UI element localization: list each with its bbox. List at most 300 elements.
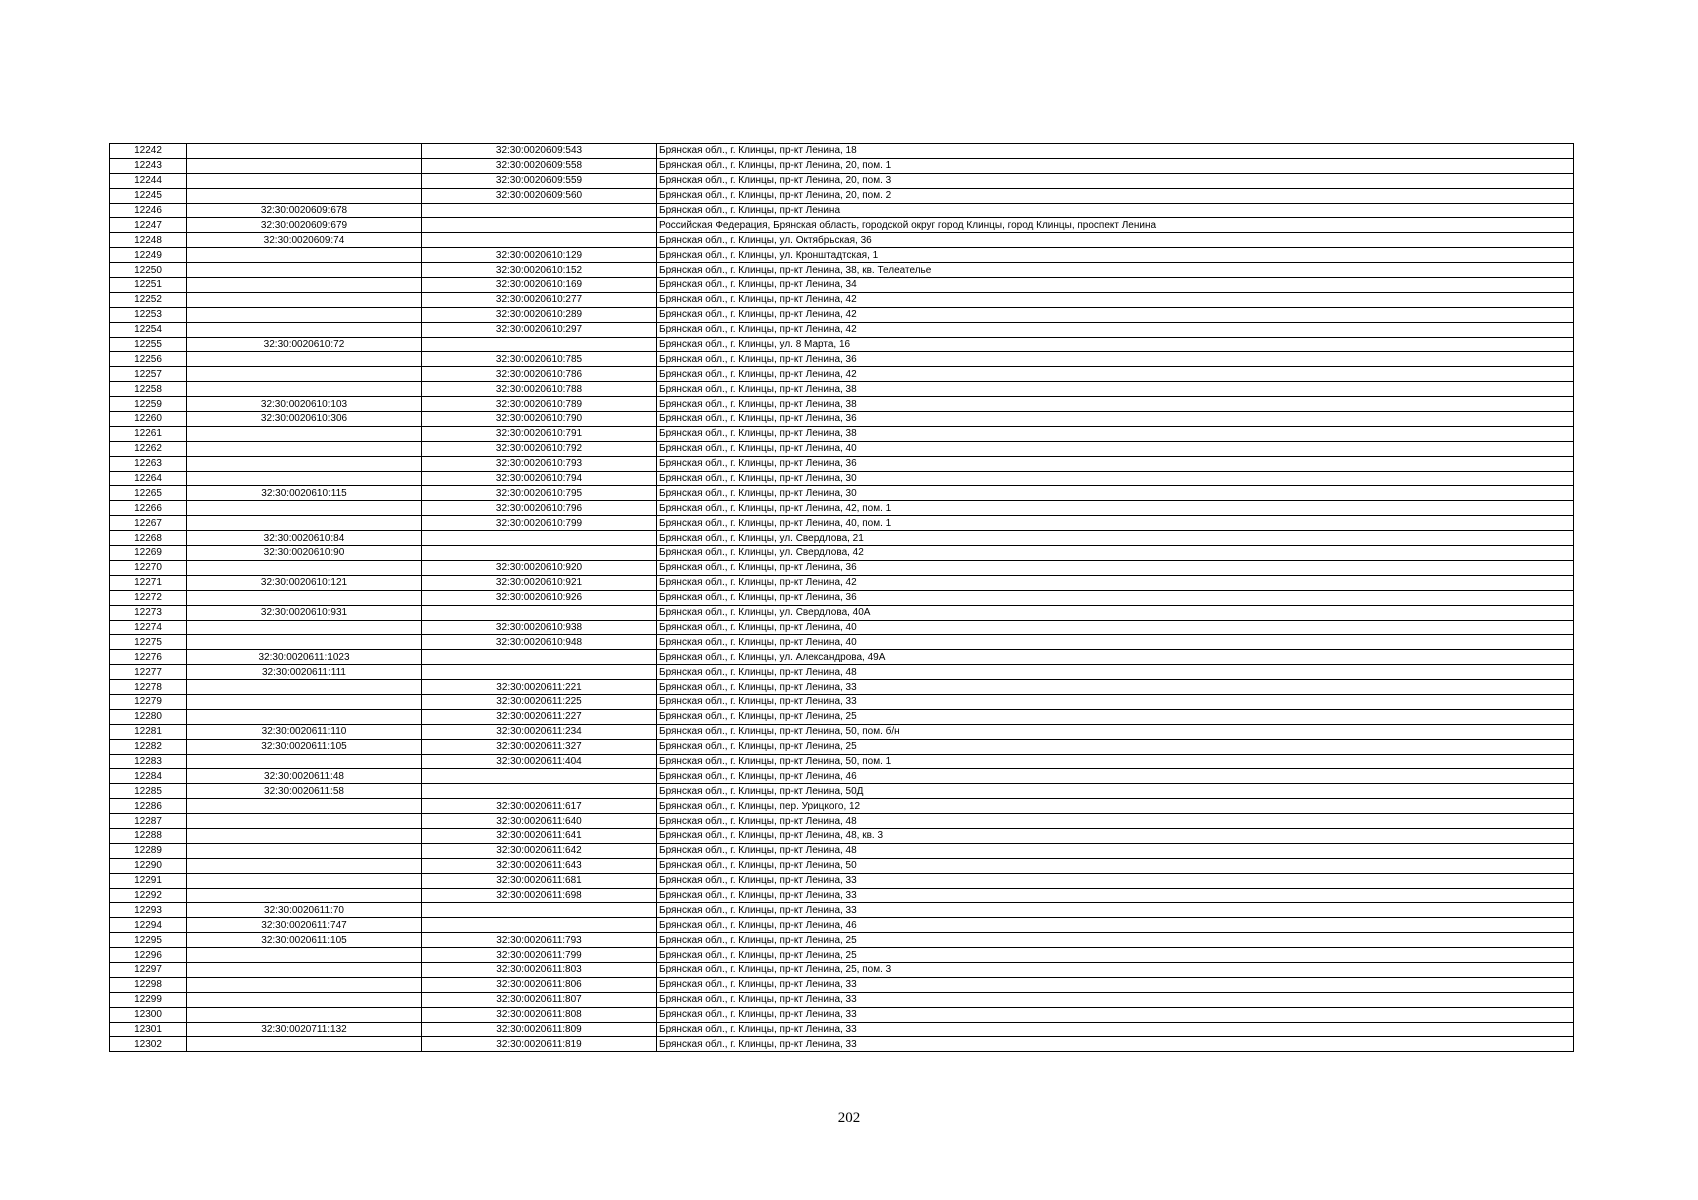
table-row bbox=[110, 367, 1574, 382]
address-cell: Брянская обл., г. Клинцы, пр-кт Ленина, 46 bbox=[657, 769, 1574, 784]
row-number-cell: 12298 bbox=[110, 977, 187, 992]
building-cadastral-number-cell: 32:30:0020610:796 bbox=[422, 501, 657, 516]
row-number-cell: 12295 bbox=[110, 933, 187, 948]
land-plot-cadastral-number-cell: 32:30:0020609:679 bbox=[187, 218, 422, 233]
row-number-cell: 12243 bbox=[110, 158, 187, 173]
land-plot-cadastral-number-cell bbox=[187, 441, 422, 456]
land-plot-cadastral-number-cell bbox=[187, 426, 422, 441]
address-cell: Брянская обл., г. Клинцы, пр-кт Ленина, 48 bbox=[657, 843, 1574, 858]
table-row bbox=[110, 754, 1574, 769]
land-plot-cadastral-number-cell: 32:30:0020611:111 bbox=[187, 665, 422, 680]
row-number-cell: 12250 bbox=[110, 263, 187, 278]
table-row bbox=[110, 546, 1574, 561]
address-cell: Брянская обл., г. Клинцы, пр-кт Ленина, 40 bbox=[657, 635, 1574, 650]
address-cell: Брянская обл., г. Клинцы, пр-кт Ленина, 50Д bbox=[657, 784, 1574, 799]
address-cell: Брянская обл., г. Клинцы, пр-кт Ленина, 46 bbox=[657, 918, 1574, 933]
table-row bbox=[110, 694, 1574, 709]
address-cell: Брянская обл., г. Клинцы, ул. Кронштадтская, 1 bbox=[657, 248, 1574, 263]
address-cell: Брянская обл., г. Клинцы, пр-кт Ленина, 36 bbox=[657, 412, 1574, 427]
row-number-cell: 12277 bbox=[110, 665, 187, 680]
address-cell: Российская Федерация, Брянская область, городской округ город Клинцы, город Клинцы, проспект Ленина bbox=[657, 218, 1574, 233]
address-cell: Брянская обл., г. Клинцы, пр-кт Ленина, 33 bbox=[657, 903, 1574, 918]
building-cadastral-number-cell bbox=[422, 903, 657, 918]
table-row bbox=[110, 233, 1574, 248]
address-cell: Брянская обл., г. Клинцы, пр-кт Ленина bbox=[657, 203, 1574, 218]
building-cadastral-number-cell: 32:30:0020610:920 bbox=[422, 560, 657, 575]
address-cell: Брянская обл., г. Клинцы, пр-кт Ленина, 33 bbox=[657, 1007, 1574, 1022]
table-row bbox=[110, 560, 1574, 575]
land-plot-cadastral-number-cell bbox=[187, 352, 422, 367]
land-plot-cadastral-number-cell: 32:30:0020611:105 bbox=[187, 739, 422, 754]
building-cadastral-number-cell: 32:30:0020611:617 bbox=[422, 799, 657, 814]
building-cadastral-number-cell: 32:30:0020610:789 bbox=[422, 397, 657, 412]
building-cadastral-number-cell bbox=[422, 203, 657, 218]
address-cell: Брянская обл., г. Клинцы, пр-кт Ленина, 20, пом. 2 bbox=[657, 188, 1574, 203]
row-number-cell: 12292 bbox=[110, 888, 187, 903]
land-plot-cadastral-number-cell bbox=[187, 590, 422, 605]
address-cell: Брянская обл., г. Клинцы, пр-кт Ленина, 33 bbox=[657, 977, 1574, 992]
row-number-cell: 12279 bbox=[110, 694, 187, 709]
row-number-cell: 12246 bbox=[110, 203, 187, 218]
land-plot-cadastral-number-cell bbox=[187, 858, 422, 873]
building-cadastral-number-cell bbox=[422, 605, 657, 620]
address-cell: Брянская обл., г. Клинцы, ул. Октябрьская, 36 bbox=[657, 233, 1574, 248]
building-cadastral-number-cell: 32:30:0020610:948 bbox=[422, 635, 657, 650]
table-row bbox=[110, 799, 1574, 814]
building-cadastral-number-cell: 32:30:0020610:297 bbox=[422, 322, 657, 337]
table-row bbox=[110, 784, 1574, 799]
address-cell: Брянская обл., г. Клинцы, пр-кт Ленина, 42, пом. 1 bbox=[657, 501, 1574, 516]
building-cadastral-number-cell bbox=[422, 218, 657, 233]
address-cell: Брянская обл., г. Клинцы, пр-кт Ленина, 38 bbox=[657, 397, 1574, 412]
land-plot-cadastral-number-cell bbox=[187, 799, 422, 814]
row-number-cell: 12294 bbox=[110, 918, 187, 933]
address-cell: Брянская обл., г. Клинцы, пр-кт Ленина, 36 bbox=[657, 560, 1574, 575]
row-number-cell: 12271 bbox=[110, 575, 187, 590]
land-plot-cadastral-number-cell bbox=[187, 1037, 422, 1052]
table-row bbox=[110, 218, 1574, 233]
building-cadastral-number-cell: 32:30:0020609:560 bbox=[422, 188, 657, 203]
land-plot-cadastral-number-cell bbox=[187, 754, 422, 769]
land-plot-cadastral-number-cell bbox=[187, 962, 422, 977]
land-plot-cadastral-number-cell bbox=[187, 501, 422, 516]
table-row bbox=[110, 322, 1574, 337]
address-cell: Брянская обл., г. Клинцы, пр-кт Ленина, 50, пом. б/н bbox=[657, 724, 1574, 739]
land-plot-cadastral-number-cell bbox=[187, 456, 422, 471]
address-cell: Брянская обл., г. Клинцы, пр-кт Ленина, 33 bbox=[657, 992, 1574, 1007]
land-plot-cadastral-number-cell bbox=[187, 382, 422, 397]
row-number-cell: 12274 bbox=[110, 620, 187, 635]
land-plot-cadastral-number-cell bbox=[187, 322, 422, 337]
address-cell: Брянская обл., г. Клинцы, пр-кт Ленина, 33 bbox=[657, 888, 1574, 903]
row-number-cell: 12280 bbox=[110, 709, 187, 724]
address-cell: Брянская обл., г. Клинцы, пр-кт Ленина, 42 bbox=[657, 575, 1574, 590]
table-row bbox=[110, 158, 1574, 173]
land-plot-cadastral-number-cell bbox=[187, 173, 422, 188]
land-plot-cadastral-number-cell: 32:30:0020610:121 bbox=[187, 575, 422, 590]
row-number-cell: 12263 bbox=[110, 456, 187, 471]
land-plot-cadastral-number-cell bbox=[187, 263, 422, 278]
building-cadastral-number-cell bbox=[422, 784, 657, 799]
table-row bbox=[110, 188, 1574, 203]
address-cell: Брянская обл., г. Клинцы, пр-кт Ленина, 36 bbox=[657, 456, 1574, 471]
building-cadastral-number-cell: 32:30:0020610:794 bbox=[422, 471, 657, 486]
table-row bbox=[110, 337, 1574, 352]
table-row bbox=[110, 278, 1574, 293]
row-number-cell: 12299 bbox=[110, 992, 187, 1007]
land-plot-cadastral-number-cell: 32:30:0020609:74 bbox=[187, 233, 422, 248]
table-row bbox=[110, 1022, 1574, 1037]
land-plot-cadastral-number-cell bbox=[187, 873, 422, 888]
address-cell: Брянская обл., г. Клинцы, пр-кт Ленина, 20, пом. 3 bbox=[657, 173, 1574, 188]
row-number-cell: 12272 bbox=[110, 590, 187, 605]
land-plot-cadastral-number-cell bbox=[187, 843, 422, 858]
registry-table bbox=[109, 143, 1574, 1052]
table-row bbox=[110, 709, 1574, 724]
address-cell: Брянская обл., г. Клинцы, пр-кт Ленина, 50, пом. 1 bbox=[657, 754, 1574, 769]
land-plot-cadastral-number-cell: 32:30:0020610:306 bbox=[187, 412, 422, 427]
building-cadastral-number-cell: 32:30:0020611:642 bbox=[422, 843, 657, 858]
table-row bbox=[110, 203, 1574, 218]
row-number-cell: 12266 bbox=[110, 501, 187, 516]
building-cadastral-number-cell bbox=[422, 531, 657, 546]
land-plot-cadastral-number-cell bbox=[187, 620, 422, 635]
row-number-cell: 12293 bbox=[110, 903, 187, 918]
row-number-cell: 12284 bbox=[110, 769, 187, 784]
row-number-cell: 12283 bbox=[110, 754, 187, 769]
address-cell: Брянская обл., г. Клинцы, ул. Александрова, 49А bbox=[657, 650, 1574, 665]
land-plot-cadastral-number-cell bbox=[187, 1007, 422, 1022]
building-cadastral-number-cell: 32:30:0020609:558 bbox=[422, 158, 657, 173]
table-row bbox=[110, 814, 1574, 829]
address-cell: Брянская обл., г. Клинцы, пер. Урицкого, 12 bbox=[657, 799, 1574, 814]
table-row bbox=[110, 918, 1574, 933]
building-cadastral-number-cell: 32:30:0020610:938 bbox=[422, 620, 657, 635]
land-plot-cadastral-number-cell: 32:30:0020611:110 bbox=[187, 724, 422, 739]
table-row bbox=[110, 650, 1574, 665]
building-cadastral-number-cell: 32:30:0020611:806 bbox=[422, 977, 657, 992]
row-number-cell: 12249 bbox=[110, 248, 187, 263]
building-cadastral-number-cell: 32:30:0020611:225 bbox=[422, 694, 657, 709]
land-plot-cadastral-number-cell bbox=[187, 144, 422, 159]
land-plot-cadastral-number-cell: 32:30:0020611:1023 bbox=[187, 650, 422, 665]
table-row bbox=[110, 1007, 1574, 1022]
building-cadastral-number-cell bbox=[422, 650, 657, 665]
address-cell: Брянская обл., г. Клинцы, пр-кт Ленина, 25 bbox=[657, 739, 1574, 754]
land-plot-cadastral-number-cell: 32:30:0020610:931 bbox=[187, 605, 422, 620]
table-row bbox=[110, 828, 1574, 843]
land-plot-cadastral-number-cell bbox=[187, 292, 422, 307]
table-row bbox=[110, 456, 1574, 471]
land-plot-cadastral-number-cell: 32:30:0020610:72 bbox=[187, 337, 422, 352]
row-number-cell: 12251 bbox=[110, 278, 187, 293]
land-plot-cadastral-number-cell bbox=[187, 888, 422, 903]
row-number-cell: 12287 bbox=[110, 814, 187, 829]
row-number-cell: 12260 bbox=[110, 412, 187, 427]
table-row bbox=[110, 903, 1574, 918]
land-plot-cadastral-number-cell bbox=[187, 694, 422, 709]
address-cell: Брянская обл., г. Клинцы, пр-кт Ленина, 33 bbox=[657, 1037, 1574, 1052]
address-cell: Брянская обл., г. Клинцы, пр-кт Ленина, 33 bbox=[657, 1022, 1574, 1037]
table-row bbox=[110, 635, 1574, 650]
table-row bbox=[110, 962, 1574, 977]
building-cadastral-number-cell: 32:30:0020611:803 bbox=[422, 962, 657, 977]
registry-table-body bbox=[110, 144, 1574, 1052]
building-cadastral-number-cell: 32:30:0020611:227 bbox=[422, 709, 657, 724]
land-plot-cadastral-number-cell: 32:30:0020611:58 bbox=[187, 784, 422, 799]
building-cadastral-number-cell: 32:30:0020610:277 bbox=[422, 292, 657, 307]
table-row bbox=[110, 605, 1574, 620]
table-row bbox=[110, 933, 1574, 948]
row-number-cell: 12302 bbox=[110, 1037, 187, 1052]
table-row bbox=[110, 858, 1574, 873]
table-row bbox=[110, 977, 1574, 992]
land-plot-cadastral-number-cell bbox=[187, 158, 422, 173]
address-cell: Брянская обл., г. Клинцы, пр-кт Ленина, 18 bbox=[657, 144, 1574, 159]
land-plot-cadastral-number-cell: 32:30:0020609:678 bbox=[187, 203, 422, 218]
land-plot-cadastral-number-cell: 32:30:0020610:90 bbox=[187, 546, 422, 561]
address-cell: Брянская обл., г. Клинцы, пр-кт Ленина, 48 bbox=[657, 814, 1574, 829]
building-cadastral-number-cell: 32:30:0020610:793 bbox=[422, 456, 657, 471]
building-cadastral-number-cell: 32:30:0020610:785 bbox=[422, 352, 657, 367]
table-row bbox=[110, 263, 1574, 278]
row-number-cell: 12270 bbox=[110, 560, 187, 575]
table-row bbox=[110, 173, 1574, 188]
table-row bbox=[110, 531, 1574, 546]
building-cadastral-number-cell: 32:30:0020611:404 bbox=[422, 754, 657, 769]
land-plot-cadastral-number-cell bbox=[187, 948, 422, 963]
building-cadastral-number-cell: 32:30:0020611:641 bbox=[422, 828, 657, 843]
table-row bbox=[110, 590, 1574, 605]
row-number-cell: 12247 bbox=[110, 218, 187, 233]
address-cell: Брянская обл., г. Клинцы, пр-кт Ленина, 25 bbox=[657, 933, 1574, 948]
row-number-cell: 12267 bbox=[110, 516, 187, 531]
land-plot-cadastral-number-cell bbox=[187, 471, 422, 486]
building-cadastral-number-cell: 32:30:0020610:129 bbox=[422, 248, 657, 263]
building-cadastral-number-cell: 32:30:0020611:640 bbox=[422, 814, 657, 829]
building-cadastral-number-cell: 32:30:0020610:792 bbox=[422, 441, 657, 456]
building-cadastral-number-cell: 32:30:0020610:791 bbox=[422, 426, 657, 441]
row-number-cell: 12253 bbox=[110, 307, 187, 322]
address-cell: Брянская обл., г. Клинцы, пр-кт Ленина, 42 bbox=[657, 322, 1574, 337]
row-number-cell: 12259 bbox=[110, 397, 187, 412]
address-cell: Брянская обл., г. Клинцы, пр-кт Ленина, 40, пом. 1 bbox=[657, 516, 1574, 531]
address-cell: Брянская обл., г. Клинцы, пр-кт Ленина, 50 bbox=[657, 858, 1574, 873]
address-cell: Брянская обл., г. Клинцы, пр-кт Ленина, 25, пом. 3 bbox=[657, 962, 1574, 977]
address-cell: Брянская обл., г. Клинцы, пр-кт Ленина, 42 bbox=[657, 367, 1574, 382]
building-cadastral-number-cell: 32:30:0020611:819 bbox=[422, 1037, 657, 1052]
row-number-cell: 12269 bbox=[110, 546, 187, 561]
building-cadastral-number-cell bbox=[422, 337, 657, 352]
land-plot-cadastral-number-cell bbox=[187, 814, 422, 829]
table-row bbox=[110, 948, 1574, 963]
table-row bbox=[110, 426, 1574, 441]
address-cell: Брянская обл., г. Клинцы, пр-кт Ленина, 36 bbox=[657, 352, 1574, 367]
building-cadastral-number-cell: 32:30:0020611:698 bbox=[422, 888, 657, 903]
row-number-cell: 12301 bbox=[110, 1022, 187, 1037]
row-number-cell: 12275 bbox=[110, 635, 187, 650]
land-plot-cadastral-number-cell: 32:30:0020611:747 bbox=[187, 918, 422, 933]
row-number-cell: 12282 bbox=[110, 739, 187, 754]
address-cell: Брянская обл., г. Клинцы, пр-кт Ленина, 38 bbox=[657, 382, 1574, 397]
building-cadastral-number-cell: 32:30:0020611:221 bbox=[422, 680, 657, 695]
land-plot-cadastral-number-cell bbox=[187, 188, 422, 203]
table-row bbox=[110, 441, 1574, 456]
address-cell: Брянская обл., г. Клинцы, ул. Свердлова, 21 bbox=[657, 531, 1574, 546]
building-cadastral-number-cell: 32:30:0020610:799 bbox=[422, 516, 657, 531]
row-number-cell: 12291 bbox=[110, 873, 187, 888]
row-number-cell: 12290 bbox=[110, 858, 187, 873]
building-cadastral-number-cell: 32:30:0020611:793 bbox=[422, 933, 657, 948]
row-number-cell: 12268 bbox=[110, 531, 187, 546]
building-cadastral-number-cell: 32:30:0020610:921 bbox=[422, 575, 657, 590]
row-number-cell: 12248 bbox=[110, 233, 187, 248]
row-number-cell: 12288 bbox=[110, 828, 187, 843]
table-row bbox=[110, 382, 1574, 397]
address-cell: Брянская обл., г. Клинцы, пр-кт Ленина, 38 bbox=[657, 426, 1574, 441]
address-cell: Брянская обл., г. Клинцы, пр-кт Ленина, 30 bbox=[657, 471, 1574, 486]
address-cell: Брянская обл., г. Клинцы, пр-кт Ленина, 48 bbox=[657, 665, 1574, 680]
row-number-cell: 12255 bbox=[110, 337, 187, 352]
row-number-cell: 12262 bbox=[110, 441, 187, 456]
address-cell: Брянская обл., г. Клинцы, пр-кт Ленина, 33 bbox=[657, 694, 1574, 709]
address-cell: Брянская обл., г. Клинцы, пр-кт Ленина, 40 bbox=[657, 441, 1574, 456]
table-row bbox=[110, 248, 1574, 263]
table-row bbox=[110, 739, 1574, 754]
row-number-cell: 12273 bbox=[110, 605, 187, 620]
building-cadastral-number-cell: 32:30:0020610:788 bbox=[422, 382, 657, 397]
land-plot-cadastral-number-cell: 32:30:0020611:70 bbox=[187, 903, 422, 918]
building-cadastral-number-cell: 32:30:0020611:643 bbox=[422, 858, 657, 873]
address-cell: Брянская обл., г. Клинцы, пр-кт Ленина, 48, кв. 3 bbox=[657, 828, 1574, 843]
address-cell: Брянская обл., г. Клинцы, пр-кт Ленина, 40 bbox=[657, 620, 1574, 635]
building-cadastral-number-cell bbox=[422, 546, 657, 561]
table-row bbox=[110, 292, 1574, 307]
table-row bbox=[110, 873, 1574, 888]
address-cell: Брянская обл., г. Клинцы, ул. 8 Марта, 16 bbox=[657, 337, 1574, 352]
land-plot-cadastral-number-cell bbox=[187, 635, 422, 650]
row-number-cell: 12252 bbox=[110, 292, 187, 307]
land-plot-cadastral-number-cell bbox=[187, 977, 422, 992]
table-row bbox=[110, 516, 1574, 531]
building-cadastral-number-cell: 32:30:0020610:790 bbox=[422, 412, 657, 427]
land-plot-cadastral-number-cell bbox=[187, 709, 422, 724]
table-row bbox=[110, 724, 1574, 739]
building-cadastral-number-cell: 32:30:0020611:808 bbox=[422, 1007, 657, 1022]
land-plot-cadastral-number-cell: 32:30:0020610:84 bbox=[187, 531, 422, 546]
row-number-cell: 12242 bbox=[110, 144, 187, 159]
address-cell: Брянская обл., г. Клинцы, пр-кт Ленина, 33 bbox=[657, 873, 1574, 888]
table-row bbox=[110, 352, 1574, 367]
table-row bbox=[110, 307, 1574, 322]
row-number-cell: 12297 bbox=[110, 962, 187, 977]
address-cell: Брянская обл., г. Клинцы, пр-кт Ленина, 33 bbox=[657, 680, 1574, 695]
table-row bbox=[110, 471, 1574, 486]
row-number-cell: 12244 bbox=[110, 173, 187, 188]
table-row bbox=[110, 888, 1574, 903]
table-row bbox=[110, 680, 1574, 695]
building-cadastral-number-cell: 32:30:0020610:289 bbox=[422, 307, 657, 322]
land-plot-cadastral-number-cell: 32:30:0020610:103 bbox=[187, 397, 422, 412]
building-cadastral-number-cell: 32:30:0020611:809 bbox=[422, 1022, 657, 1037]
row-number-cell: 12245 bbox=[110, 188, 187, 203]
building-cadastral-number-cell: 32:30:0020611:234 bbox=[422, 724, 657, 739]
row-number-cell: 12286 bbox=[110, 799, 187, 814]
building-cadastral-number-cell: 32:30:0020609:559 bbox=[422, 173, 657, 188]
row-number-cell: 12278 bbox=[110, 680, 187, 695]
address-cell: Брянская обл., г. Клинцы, ул. Свердлова, 42 bbox=[657, 546, 1574, 561]
building-cadastral-number-cell: 32:30:0020609:543 bbox=[422, 144, 657, 159]
land-plot-cadastral-number-cell bbox=[187, 367, 422, 382]
row-number-cell: 12285 bbox=[110, 784, 187, 799]
address-cell: Брянская обл., г. Клинцы, пр-кт Ленина, 30 bbox=[657, 486, 1574, 501]
address-cell: Брянская обл., г. Клинцы, пр-кт Ленина, 20, пом. 1 bbox=[657, 158, 1574, 173]
address-cell: Брянская обл., г. Клинцы, пр-кт Ленина, 25 bbox=[657, 948, 1574, 963]
building-cadastral-number-cell: 32:30:0020610:786 bbox=[422, 367, 657, 382]
address-cell: Брянская обл., г. Клинцы, пр-кт Ленина, 42 bbox=[657, 292, 1574, 307]
table-row bbox=[110, 397, 1574, 412]
building-cadastral-number-cell: 32:30:0020610:152 bbox=[422, 263, 657, 278]
row-number-cell: 12257 bbox=[110, 367, 187, 382]
building-cadastral-number-cell: 32:30:0020611:807 bbox=[422, 992, 657, 1007]
building-cadastral-number-cell bbox=[422, 665, 657, 680]
address-cell: Брянская обл., г. Клинцы, ул. Свердлова, 40А bbox=[657, 605, 1574, 620]
row-number-cell: 12276 bbox=[110, 650, 187, 665]
land-plot-cadastral-number-cell bbox=[187, 516, 422, 531]
table-row bbox=[110, 992, 1574, 1007]
table-row bbox=[110, 575, 1574, 590]
table-row bbox=[110, 501, 1574, 516]
row-number-cell: 12281 bbox=[110, 724, 187, 739]
address-cell: Брянская обл., г. Клинцы, пр-кт Ленина, 42 bbox=[657, 307, 1574, 322]
row-number-cell: 12289 bbox=[110, 843, 187, 858]
land-plot-cadastral-number-cell bbox=[187, 307, 422, 322]
row-number-cell: 12261 bbox=[110, 426, 187, 441]
table-row bbox=[110, 620, 1574, 635]
land-plot-cadastral-number-cell: 32:30:0020611:48 bbox=[187, 769, 422, 784]
row-number-cell: 12265 bbox=[110, 486, 187, 501]
address-cell: Брянская обл., г. Клинцы, пр-кт Ленина, 25 bbox=[657, 709, 1574, 724]
land-plot-cadastral-number-cell bbox=[187, 828, 422, 843]
building-cadastral-number-cell: 32:30:0020610:795 bbox=[422, 486, 657, 501]
row-number-cell: 12254 bbox=[110, 322, 187, 337]
building-cadastral-number-cell: 32:30:0020610:169 bbox=[422, 278, 657, 293]
table-row bbox=[110, 486, 1574, 501]
row-number-cell: 12264 bbox=[110, 471, 187, 486]
building-cadastral-number-cell: 32:30:0020611:799 bbox=[422, 948, 657, 963]
table-row bbox=[110, 144, 1574, 159]
land-plot-cadastral-number-cell bbox=[187, 248, 422, 263]
table-row bbox=[110, 769, 1574, 784]
building-cadastral-number-cell: 32:30:0020611:681 bbox=[422, 873, 657, 888]
land-plot-cadastral-number-cell bbox=[187, 992, 422, 1007]
building-cadastral-number-cell bbox=[422, 233, 657, 248]
row-number-cell: 12258 bbox=[110, 382, 187, 397]
building-cadastral-number-cell: 32:30:0020610:926 bbox=[422, 590, 657, 605]
land-plot-cadastral-number-cell bbox=[187, 680, 422, 695]
land-plot-cadastral-number-cell bbox=[187, 560, 422, 575]
table-row bbox=[110, 1037, 1574, 1052]
page-number: 202 bbox=[837, 1110, 861, 1126]
land-plot-cadastral-number-cell: 32:30:0020610:115 bbox=[187, 486, 422, 501]
address-cell: Брянская обл., г. Клинцы, пр-кт Ленина, 34 bbox=[657, 278, 1574, 293]
building-cadastral-number-cell: 32:30:0020611:327 bbox=[422, 739, 657, 754]
row-number-cell: 12300 bbox=[110, 1007, 187, 1022]
address-cell: Брянская обл., г. Клинцы, пр-кт Ленина, 38, кв. Телеателье bbox=[657, 263, 1574, 278]
table-row bbox=[110, 843, 1574, 858]
table-row bbox=[110, 412, 1574, 427]
land-plot-cadastral-number-cell: 32:30:0020611:105 bbox=[187, 933, 422, 948]
